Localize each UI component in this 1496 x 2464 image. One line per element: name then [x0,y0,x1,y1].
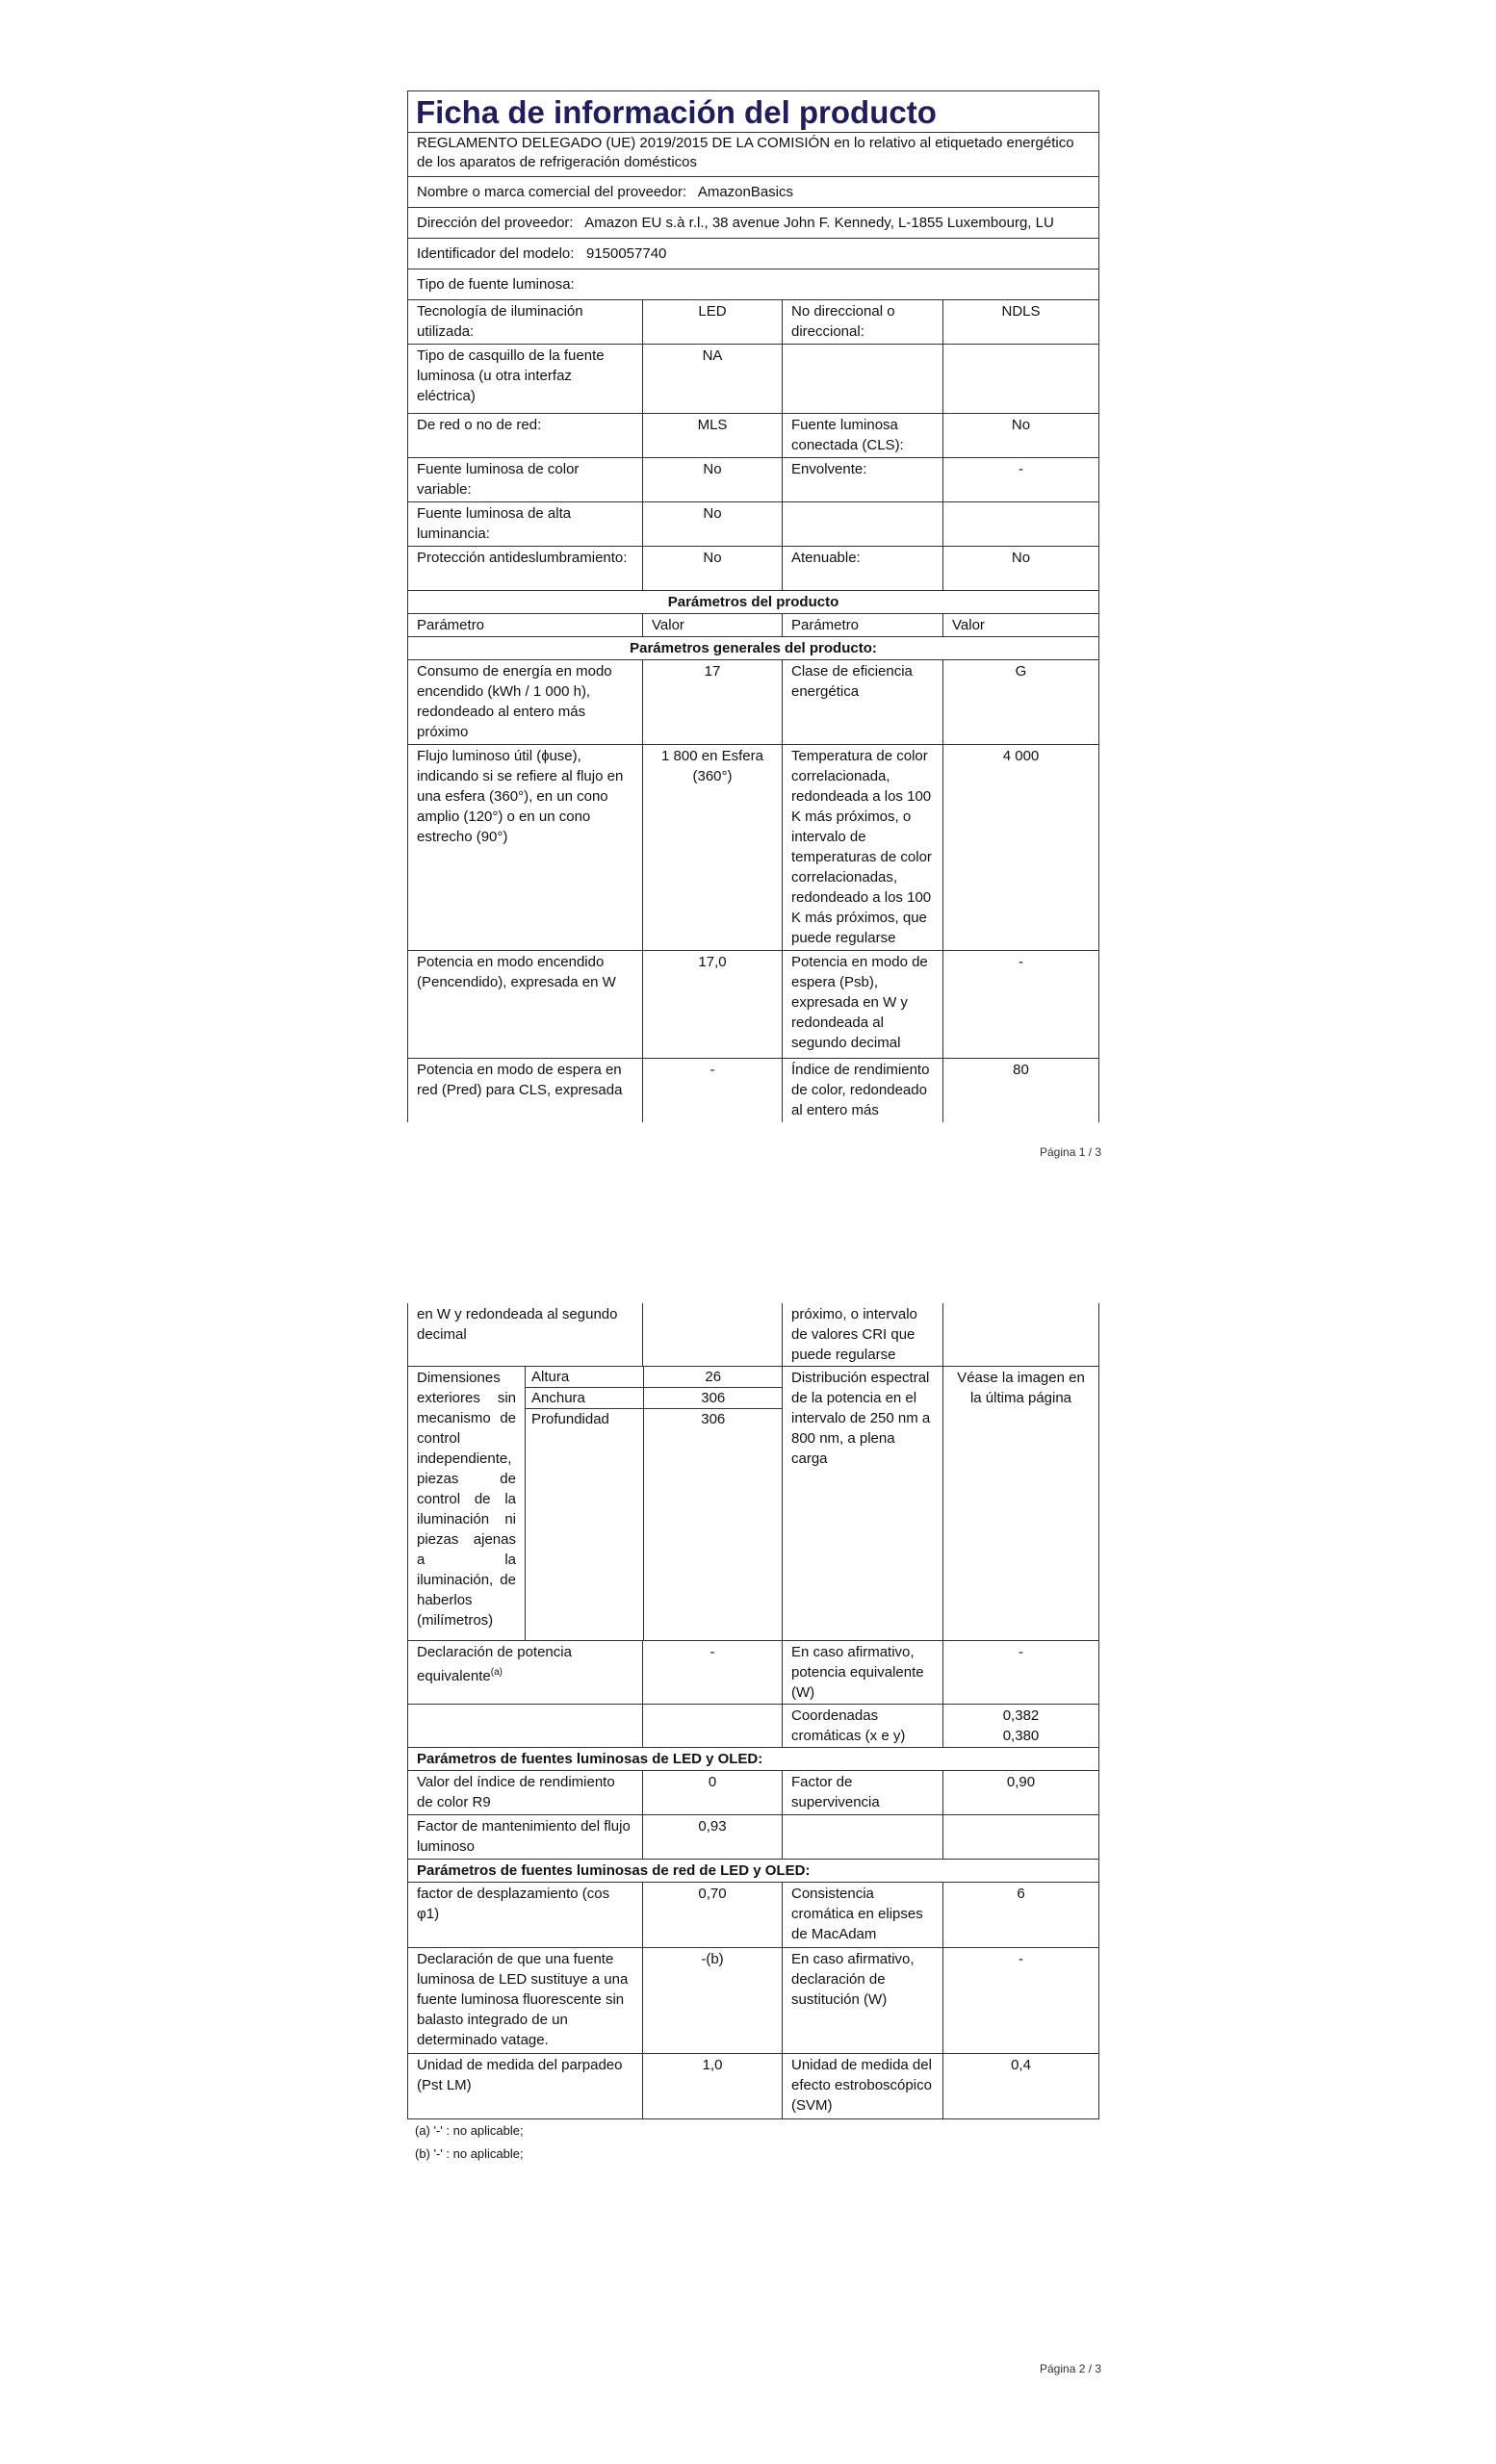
supplier-address-value: Amazon EU s.à r.l., 38 avenue John F. Kennedy, L-1855 Luxembourg, LU [584,215,1054,231]
cell-value: 17 [643,660,783,745]
cell-value: MLS [643,414,783,458]
supplier-address-label: Dirección del proveedor: [417,215,574,231]
dimension-value: 306 [643,1388,783,1409]
table-row [408,1641,1099,1705]
product-info-table-page2 [407,1303,1099,2119]
cell-label: en W y redondeada al segundo decimal [408,1303,643,1367]
table-row [526,1367,783,1388]
led-section-title: Parámetros de fuentes luminosas de LED y OLED: [408,1748,1099,1771]
footnote-marker: (a) [490,1667,503,1678]
cell-label: En caso afirmativo, declaración de sustitución (W) [783,1948,943,2054]
column-header: Parámetro [408,614,643,637]
page-number: Página 1 / 3 [1040,1145,1102,1159]
table-row [408,502,1099,547]
cell-value: NDLS [943,300,1099,345]
table-row [526,1388,783,1409]
cell-label: De red o no de red: [408,414,643,458]
table-row [408,1705,1099,1748]
column-header: Valor [943,614,1099,637]
general-params-title: Parámetros generales del producto: [408,637,1099,660]
supplier-name-value: AmazonBasics [697,184,794,200]
cell-label: Consistencia cromática en elipses de MacAdam [783,1883,943,1948]
cell-label: Flujo luminoso útil (ɸuse), indicando si se refiere al flujo en una esfera (360°), en un cono amplio (120°) o en un cono estrecho (90°) [408,745,643,951]
cell-label: Valor del índice de rendimiento de color R9 [408,1771,643,1815]
table-row [408,1059,1099,1122]
cell-label [408,1705,643,1748]
cell-value: No [643,502,783,547]
cell-value: 1,0 [643,2054,783,2119]
cell-label: Índice de rendimiento de color, redondeado al entero más [783,1059,943,1122]
cell-label: Potencia en modo de espera (Psb), expresada en W y redondeada al segundo decimal [783,951,943,1059]
cell-value: 0 [643,1771,783,1815]
model-id-label: Identificador del modelo: [417,245,575,262]
cell-value: 0,93 [643,1815,783,1860]
cell-label: Temperatura de color correlacionada, redondeada a los 100 K más próximos, o intervalo de temperaturas de color correlacionadas, redondeado a los 100 K más próximos, que puede regularse [783,745,943,951]
cell-label: Consumo de energía en modo encendido (kWh / 1 000 h), redondeado al entero más próximo [408,660,643,745]
cell-label: Envolvente: [783,458,943,502]
column-header: Parámetro [783,614,943,637]
cell-label: No direccional o direccional: [783,300,943,345]
dimensions-row [408,1367,1099,1641]
equivalent-power-label: Declaración de potencia equivalente [417,1644,572,1684]
page-title: Ficha de información del producto [408,91,1099,133]
cell-label: Fuente luminosa conectada (CLS): [783,414,943,458]
table-row [526,1409,783,1641]
cell-value: 6 [943,1883,1099,1948]
table-row [408,1815,1099,1860]
cell-label: En caso afirmativo, potencia equivalente (W) [783,1641,943,1705]
spectral-value: Véase la imagen en la última página [943,1367,1099,1641]
cell-value: LED [643,300,783,345]
cell-label [783,1815,943,1860]
cell-value: 80 [943,1059,1099,1122]
cell-value: No [643,547,783,591]
product-params-title: Parámetros del producto [408,591,1099,614]
dimension-label: Anchura [526,1388,643,1409]
supplier-name-row [408,177,1099,208]
table-row [408,1948,1099,2054]
cell-label: Tecnología de iluminación utilizada: [408,300,643,345]
table-row [408,951,1099,1059]
table-row [408,2054,1099,2119]
cell-label: Unidad de medida del efecto estroboscópico (SVM) [783,2054,943,2119]
cell-label: Potencia en modo encendido (Pencendido), expresada en W [408,951,643,1059]
cell-label [783,502,943,547]
cell-label: Atenuable: [783,547,943,591]
cell-value: - [943,951,1099,1059]
table-row [408,1771,1099,1815]
regulation-text: REGLAMENTO DELEGADO (UE) 2019/2015 DE LA COMISIÓN en lo relativo al etiquetado energético de los aparatos de refrigeración domésticos [408,133,1099,177]
cell-value [943,1815,1099,1860]
chromaticity-value: 0,382 0,380 [943,1705,1099,1748]
cell-value: No [943,414,1099,458]
cell-value [943,502,1099,547]
dimensions-label: Dimensiones exteriores sin mecanismo de control independiente, piezas de control de la iluminación ni piezas ajenas a la iluminación, de haberlos (milímetros) [408,1367,526,1641]
footnote-b: (b) '-' : no aplicable; [415,2146,524,2161]
cell-label: Potencia en modo de espera en red (Pred) para CLS, expresada [408,1059,643,1122]
cell-label [783,345,943,414]
cell-value: 1 800 en Esfera (360°) [643,745,783,951]
cell-label [408,1641,643,1705]
table-row [408,458,1099,502]
cell-value: No [943,547,1099,591]
cell-label: Fuente luminosa de color variable: [408,458,643,502]
cell-value: -(b) [643,1948,783,2054]
dimension-label: Altura [526,1367,643,1388]
cell-value: G [943,660,1099,745]
model-id-row [408,239,1099,270]
footnote-a: (a) '-' : no aplicable; [415,2123,524,2138]
cell-value: - [643,1059,783,1122]
mains-led-section-title: Parámetros de fuentes luminosas de red de LED y OLED: [408,1860,1099,1883]
product-info-table-page1 [407,90,1099,1122]
cell-value: 0,70 [643,1883,783,1948]
page-number: Página 2 / 3 [1040,2362,1102,2375]
cell-label: Clase de eficiencia energética [783,660,943,745]
cell-label: Declaración de que una fuente luminosa de LED sustituye a una fuente luminosa fluorescente sin balasto integrado de un determinado vatage. [408,1948,643,2054]
cell-label: Factor de mantenimiento del flujo luminoso [408,1815,643,1860]
table-row [408,414,1099,458]
cell-value: 4 000 [943,745,1099,951]
cell-value: No [643,458,783,502]
dimension-value: 26 [643,1367,783,1388]
table-row [408,300,1099,345]
cell-value: 17,0 [643,951,783,1059]
table-row [408,660,1099,745]
cell-value: - [943,1641,1099,1705]
cell-label: Fuente luminosa de alta luminancia: [408,502,643,547]
model-id-value: 9150057740 [585,245,667,262]
source-type-label: Tipo de fuente luminosa: [408,270,1099,300]
supplier-address-row [408,208,1099,239]
cell-label: Factor de supervivencia [783,1771,943,1815]
table-row [408,745,1099,951]
dimension-label: Profundidad [526,1409,643,1641]
table-row [408,1883,1099,1948]
cell-label: factor de desplazamiento (cos φ1) [408,1883,643,1948]
cell-label: próximo, o intervalo de valores CRI que puede regularse [783,1303,943,1367]
supplier-name-label: Nombre o marca comercial del proveedor: [417,184,687,200]
cell-value: - [943,458,1099,502]
cell-label: Protección antideslumbramiento: [408,547,643,591]
cell-value [943,345,1099,414]
cell-value: 0,90 [943,1771,1099,1815]
cell-label: Tipo de casquillo de la fuente luminosa (u otra interfaz eléctrica) [408,345,643,414]
dimensions-table [526,1367,783,1640]
cell-value [643,1705,783,1748]
dimension-value: 306 [643,1409,783,1641]
table-row [408,345,1099,414]
table-row [408,547,1099,591]
cell-label: Unidad de medida del parpadeo (Pst LM) [408,2054,643,2119]
column-header-row [408,614,1099,637]
table-row [408,1303,1099,1367]
cell-value: - [643,1641,783,1705]
cell-value: NA [643,345,783,414]
cell-value: - [943,1948,1099,2054]
cell-label: Coordenadas cromáticas (x e y) [783,1705,943,1748]
column-header: Valor [643,614,783,637]
spectral-label: Distribución espectral de la potencia en el intervalo de 250 nm a 800 nm, a plena carga [783,1367,943,1641]
cell-value: 0,4 [943,2054,1099,2119]
